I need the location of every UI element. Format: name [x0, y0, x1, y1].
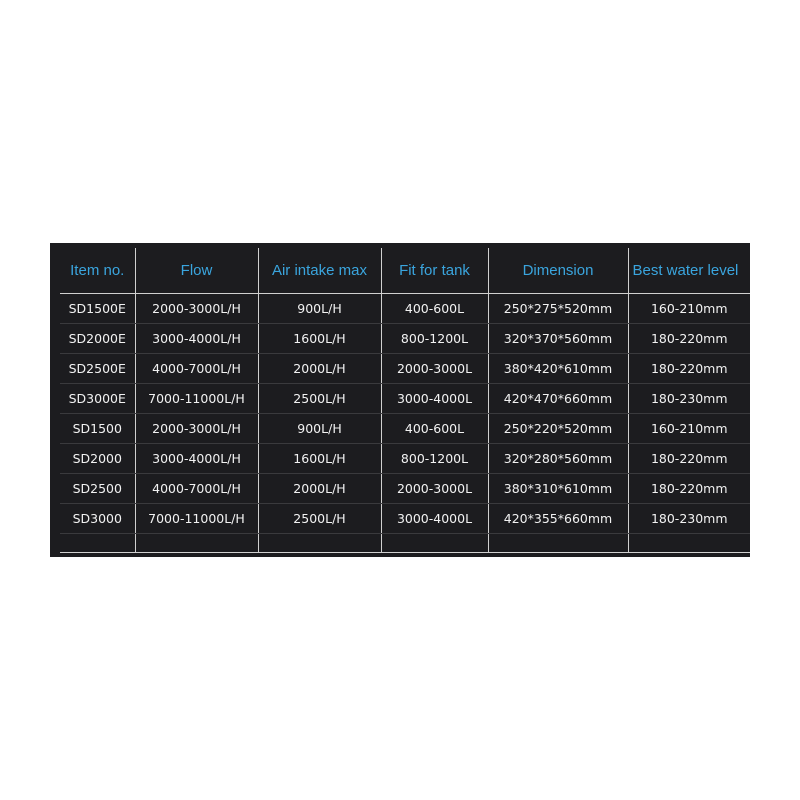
spec-table: [60, 248, 750, 553]
cell-fit-for-tank: 800-1200L: [381, 324, 488, 354]
cell-air-intake: 900L/H: [258, 414, 381, 444]
cell-fit-for-tank: 3000-4000L: [381, 384, 488, 414]
cell-flow: 4000-7000L/H: [135, 474, 258, 504]
cell-item-no: SD1500: [60, 414, 135, 444]
header-flow: Flow: [135, 248, 258, 294]
spacer-cell: [60, 534, 135, 553]
cell-best-water-level: 180-230mm: [628, 504, 750, 534]
cell-dimension: 420*470*660mm: [488, 384, 628, 414]
cell-fit-for-tank: 2000-3000L: [381, 354, 488, 384]
cell-best-water-level: 160-210mm: [628, 294, 750, 324]
table-row: [60, 384, 750, 414]
cell-flow: 7000-11000L/H: [135, 384, 258, 414]
header-row: [60, 248, 750, 294]
cell-dimension: 320*280*560mm: [488, 444, 628, 474]
spec-body: [60, 294, 750, 553]
table-row: [60, 324, 750, 354]
header-best-water-level: Best water level: [628, 248, 750, 294]
cell-best-water-level: 180-220mm: [628, 324, 750, 354]
header-air-intake: Air intake max: [258, 248, 381, 294]
cell-best-water-level: 180-230mm: [628, 384, 750, 414]
spacer-cell: [258, 534, 381, 553]
cell-fit-for-tank: 400-600L: [381, 414, 488, 444]
cell-item-no: SD2500: [60, 474, 135, 504]
cell-flow: 3000-4000L/H: [135, 444, 258, 474]
cell-item-no: SD3000E: [60, 384, 135, 414]
cell-flow: 4000-7000L/H: [135, 354, 258, 384]
cell-item-no: SD1500E: [60, 294, 135, 324]
cell-fit-for-tank: 800-1200L: [381, 444, 488, 474]
table-row: [60, 414, 750, 444]
cell-dimension: 320*370*560mm: [488, 324, 628, 354]
cell-fit-for-tank: 400-600L: [381, 294, 488, 324]
table-row: [60, 354, 750, 384]
cell-fit-for-tank: 3000-4000L: [381, 504, 488, 534]
cell-item-no: SD2500E: [60, 354, 135, 384]
table-row: [60, 474, 750, 504]
cell-air-intake: 2000L/H: [258, 474, 381, 504]
cell-best-water-level: 180-220mm: [628, 444, 750, 474]
cell-air-intake: 2000L/H: [258, 354, 381, 384]
spacer-cell: [381, 534, 488, 553]
cell-dimension: 380*420*610mm: [488, 354, 628, 384]
spacer-cell: [488, 534, 628, 553]
cell-air-intake: 900L/H: [258, 294, 381, 324]
spacer-cell: [135, 534, 258, 553]
header-fit-for-tank: Fit for tank: [381, 248, 488, 294]
cell-air-intake: 2500L/H: [258, 504, 381, 534]
cell-flow: 3000-4000L/H: [135, 324, 258, 354]
cell-fit-for-tank: 2000-3000L: [381, 474, 488, 504]
table-row: [60, 294, 750, 324]
cell-dimension: 250*220*520mm: [488, 414, 628, 444]
cell-flow: 7000-11000L/H: [135, 504, 258, 534]
cell-air-intake: 1600L/H: [258, 444, 381, 474]
cell-air-intake: 2500L/H: [258, 384, 381, 414]
spec-panel: [50, 243, 750, 557]
cell-flow: 2000-3000L/H: [135, 414, 258, 444]
table-row: [60, 504, 750, 534]
cell-item-no: SD2000: [60, 444, 135, 474]
cell-best-water-level: 180-220mm: [628, 474, 750, 504]
table-row: [60, 444, 750, 474]
cell-flow: 2000-3000L/H: [135, 294, 258, 324]
cell-item-no: SD3000: [60, 504, 135, 534]
cell-item-no: SD2000E: [60, 324, 135, 354]
cell-dimension: 250*275*520mm: [488, 294, 628, 324]
cell-dimension: 380*310*610mm: [488, 474, 628, 504]
cell-best-water-level: 160-210mm: [628, 414, 750, 444]
header-item-no: Item no.: [60, 248, 135, 294]
cell-best-water-level: 180-220mm: [628, 354, 750, 384]
cell-air-intake: 1600L/H: [258, 324, 381, 354]
spacer-cell: [628, 534, 750, 553]
cell-dimension: 420*355*660mm: [488, 504, 628, 534]
header-dimension: Dimension: [488, 248, 628, 294]
table-footer-spacer: [60, 534, 750, 553]
